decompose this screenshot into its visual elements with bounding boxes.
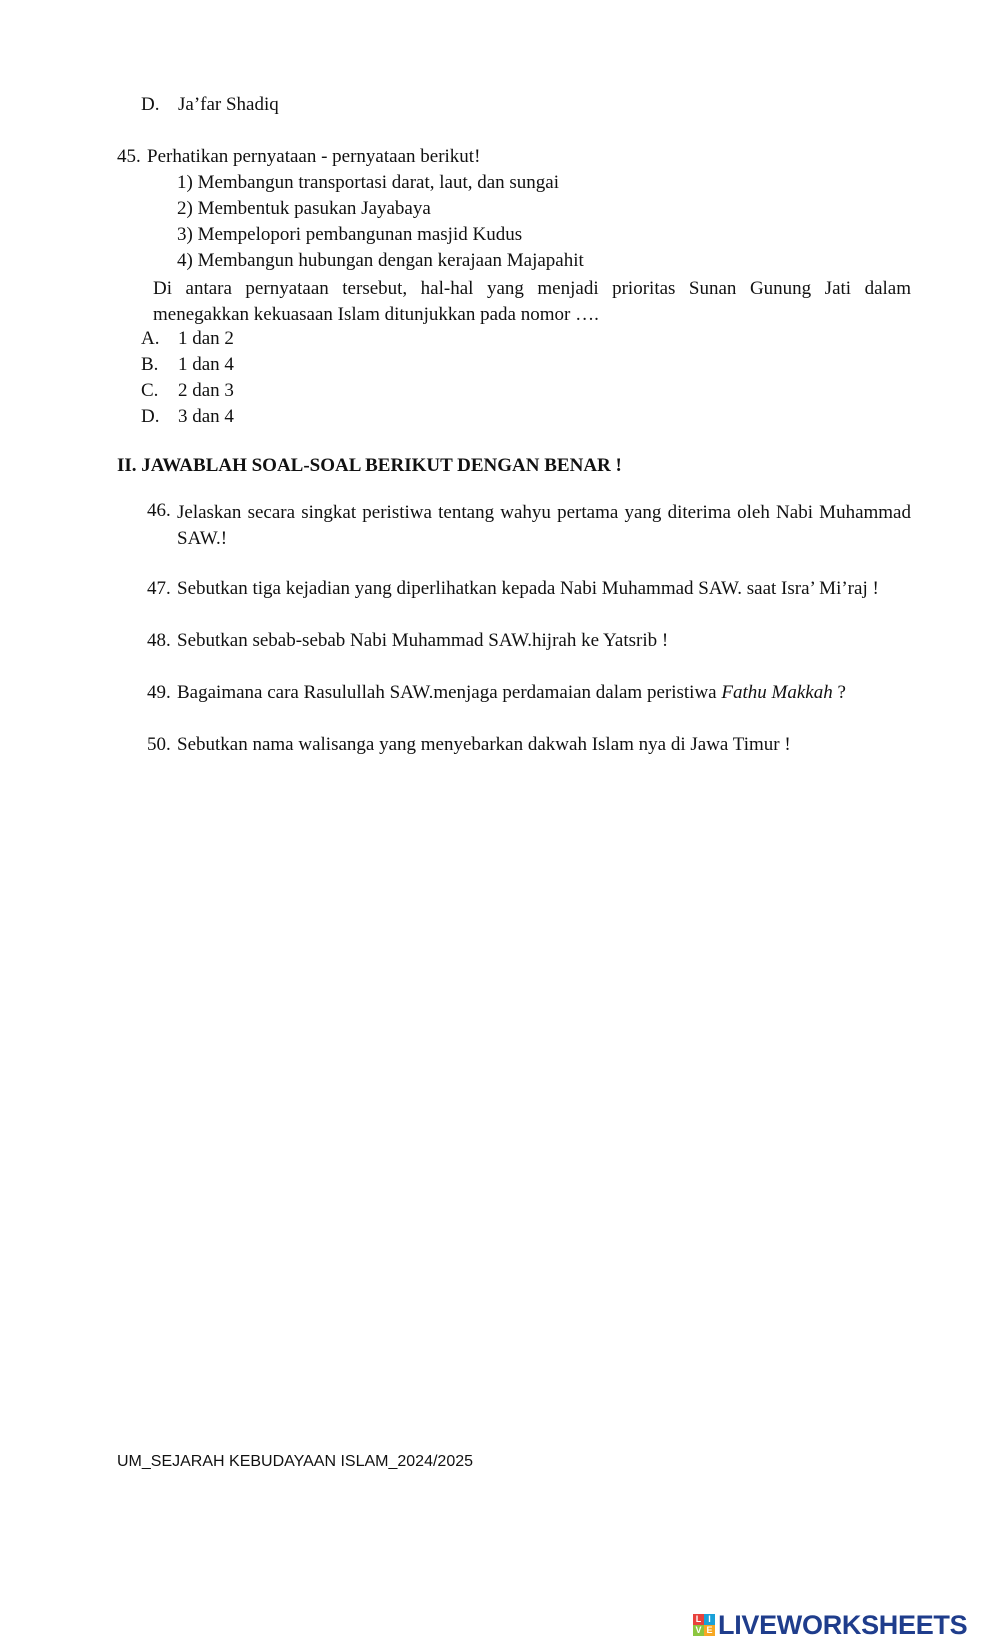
option-text: 3 dan 4 bbox=[178, 406, 234, 427]
essay-number: 49. bbox=[147, 682, 171, 703]
essay-text: Sebutkan nama walisanga yang menyebarkan dakwah Islam nya di Jawa Timur ! bbox=[177, 734, 791, 755]
logo-tile-e: E bbox=[704, 1625, 715, 1636]
option-text: 2 dan 3 bbox=[178, 380, 234, 401]
logo-tile-l: L bbox=[693, 1614, 704, 1625]
statement-item: 1) Membangun transportasi darat, laut, dan sungai bbox=[177, 172, 560, 193]
essay-number: 47. bbox=[147, 578, 171, 599]
essay-text: Sebutkan tiga kejadian yang diperlihatkan kepada Nabi Muhammad SAW. saat Isra’ Mi’raj ! bbox=[177, 578, 879, 599]
essay-text: Sebutkan sebab-sebab Nabi Muhammad SAW.hijrah ke Yatsrib ! bbox=[177, 630, 669, 651]
logo-tile-v: V bbox=[693, 1625, 704, 1636]
question-stem: Perhatikan pernyataan - pernyataan berikut! bbox=[147, 146, 481, 167]
essay-number: 46. bbox=[147, 500, 171, 521]
essay-text-part: Bagaimana cara Rasulullah SAW.menjaga perdamaian dalam peristiwa bbox=[177, 682, 722, 703]
option-letter: B. bbox=[141, 354, 159, 375]
essay-number: 50. bbox=[147, 734, 171, 755]
essay-text bbox=[177, 682, 846, 704]
page-footer: UM_SEJARAH KEBUDAYAAN ISLAM_2024/2025 bbox=[117, 1453, 474, 1470]
q44-option-d-text: Ja’far Shadiq bbox=[178, 94, 279, 115]
section-heading: II. JAWABLAH SOAL-SOAL BERIKUT DENGAN BENAR ! bbox=[117, 455, 622, 476]
logo-tile-i: I bbox=[704, 1614, 715, 1625]
statement-item: 3) Mempelopori pembangunan masjid Kudus bbox=[177, 224, 523, 245]
liveworksheets-logo-text: LIVEWORKSHEETS bbox=[718, 1609, 968, 1640]
liveworksheets-logo bbox=[693, 1610, 967, 1640]
q44-option-d-letter: D. bbox=[141, 94, 160, 115]
option-text: 1 dan 2 bbox=[178, 328, 234, 349]
statement-item: 4) Membangun hubungan dengan kerajaan Majapahit bbox=[177, 250, 584, 271]
option-letter: D. bbox=[141, 406, 160, 427]
liveworksheets-logo-icon bbox=[693, 1614, 715, 1636]
question-prompt: Di antara pernyataan tersebut, hal-hal yang menjadi prioritas Sunan Gunung Jati dalam menegakkan kekuasaan Islam ditunjukkan pada nomor …. bbox=[153, 278, 911, 325]
question-number: 45. bbox=[117, 146, 141, 167]
statement-item: 2) Membentuk pasukan Jayabaya bbox=[177, 198, 431, 219]
essay-italic-term: Fathu Makkah bbox=[721, 682, 833, 703]
essay-number: 48. bbox=[147, 630, 171, 651]
essay-text-part: ? bbox=[832, 682, 846, 703]
option-letter: C. bbox=[141, 380, 159, 401]
essay-text: Jelaskan secara singkat peristiwa tentang wahyu pertama yang diterima oleh Nabi Muhammad SAW.! bbox=[177, 502, 911, 549]
option-letter: A. bbox=[141, 328, 160, 349]
option-text: 1 dan 4 bbox=[178, 354, 234, 375]
